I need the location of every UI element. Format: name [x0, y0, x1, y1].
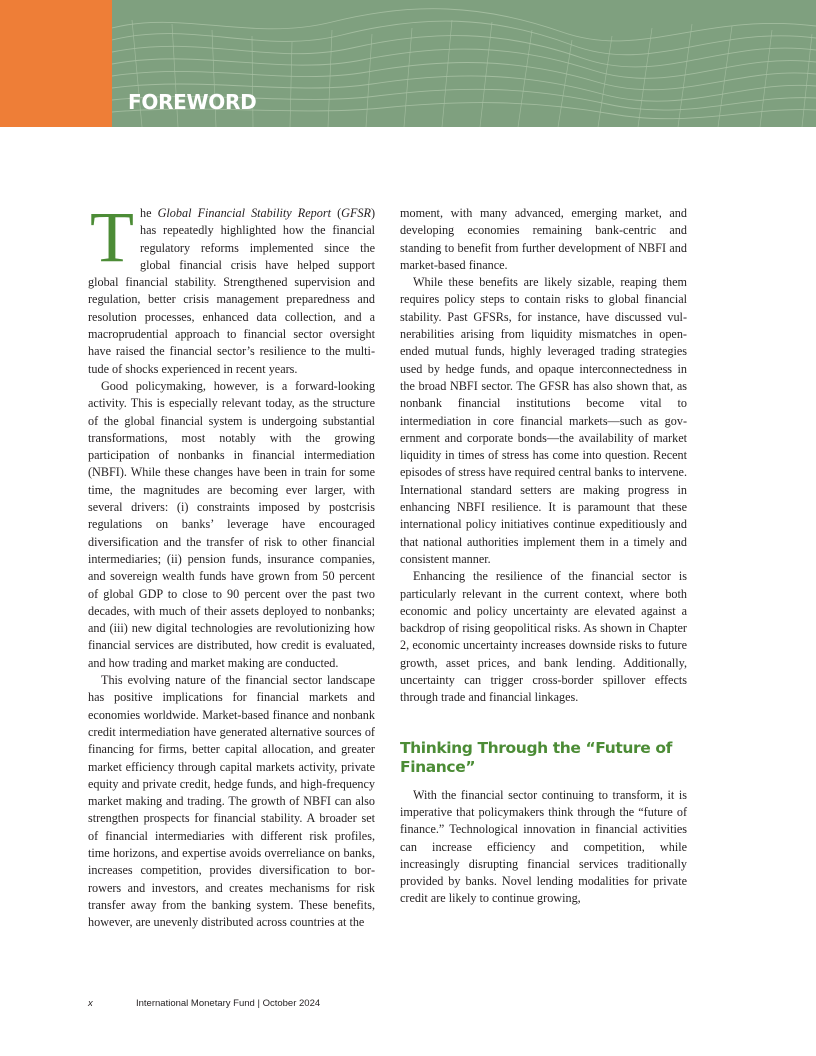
paragraph-5: Enhancing the resilience of the financial sector is particularly relevant in the current context, where both economic and policy uncertainty are elevated against a backdrop of rising geopolitical risks. As shown in Chapter 2, economic uncertainty increases downside risks to future growth, asset prices, and bank lending. Additionally, uncertainty can trigger cross-border spillover effects through trade and financial linkages.	[400, 569, 687, 705]
paragraph-6: With the financial sector continuing to transform, it is imperative that policymakers think through the “future of finance.” Technological innovation in financial activities can increase efficiency and competition, while increasingly disrupting financial services traditionally provided by banks. Novel lending modalities for private credit are likely to continue growing,	[400, 787, 687, 906]
page-title: FOREWORD	[128, 90, 257, 114]
paragraph-3: This evolving nature of the financial sector landscape has positive implications for financial markets and economies worldwide. Market-based finance and nonbank credit intermediation have generated alternative sources of financing for firms, better capital allocation, and greater market efficiency through capital markets activity, private equity and private credit, hedge funds, and high-frequency market making and trading. The growth of NBFI can also strengthen prospects for financial stability. A broader set of financial intermediaries with different risk profiles, time horizons, and expertise avoids overreliance on banks, increases competition, provides diversification to borrowers and investors, and creates mechanisms for risk transfer away from the banking system. These benefits, however, are unevenly distributed across countries at the	[88, 673, 375, 930]
report-title: Global Financial Stability Report	[157, 206, 331, 220]
right-column	[400, 205, 687, 908]
report-abbreviation: GFSR	[341, 206, 371, 220]
p1-intro: he	[139, 206, 158, 220]
p1-open: (	[330, 206, 342, 220]
publisher-line: International Monetary Fund | October 2024	[136, 998, 321, 1009]
p1-rest: ) has repeatedly highlighted how the financial regulatory reforms implemented since the global financial crisis have helped support global financial stability. Strengthened supervision and regulation, better crisis management preparedness and resolution processes, enhanced data collection, and a macroprudential approach to financial sector oversight have raised the financial sector’s resilience to the multitude of shocks experienced in recent years.	[88, 206, 375, 376]
header-banner	[0, 0, 816, 127]
section-heading: Thinking Through the “Future of Finance”	[400, 738, 672, 776]
drop-cap: T	[90, 197, 134, 277]
orange-block	[0, 0, 112, 127]
paragraph-1	[88, 197, 375, 378]
paragraph-3-continued: moment, with many advanced, emerging market, and developing economies remaining bank-centric and standing to benefit from further development of NBFI and market-based finance.	[400, 206, 687, 272]
paragraph-2: Good policymaking, however, is a forward-looking activity. This is especially relevant today, as the structure of the global financial system is undergoing substantial transformations, most notably with the growing participation of nonbanks in financial intermediation (NBFI). While these changes have been in train for some time, the magnitudes are becoming ever larger, with several drivers: (i) constraints imposed by postcrisis regulations on banks’ leverage have encouraged diversification and the transfer of risk to other financial intermediaries; (ii) pension funds, insurance companies, and sovereign wealth funds have grown from 50 percent of global GDP to close to 90 percent over the past two decades, with much of their assets deployed to nonbanks; and (iii) new digital technologies are revolutionizing how financial services are distributed, how credit is evaluated, and how trading and market making are conducted.	[88, 378, 375, 670]
left-column	[88, 197, 375, 931]
page-number: x	[88, 998, 93, 1009]
paragraph-4: While these benefits are likely sizable, reaping them requires policy steps to contain risks to global financial stability. Past GFSRs, for instance, have discussed vulnerabilities arising from liquidity mismatches in open-ended mutual funds, highly leveraged trading strategies used by hedge funds, and opaque interconnectedness in the broad NBFI sector. The GFSR has also shown that, as nonbank financial institutions become vital to intermediation in core financial markets—such as government and corporate bonds—the availability of market liquidity in times of stress has come into question. Recent episodes of stress have required central banks to intervene. International standard setters are making progress in enhancing NBFI resilience. It is paramount that these international policy initiatives continue expeditiously and that national authorities implement them in a timely and consistent manner.	[400, 275, 687, 566]
page-footer	[88, 998, 320, 1009]
